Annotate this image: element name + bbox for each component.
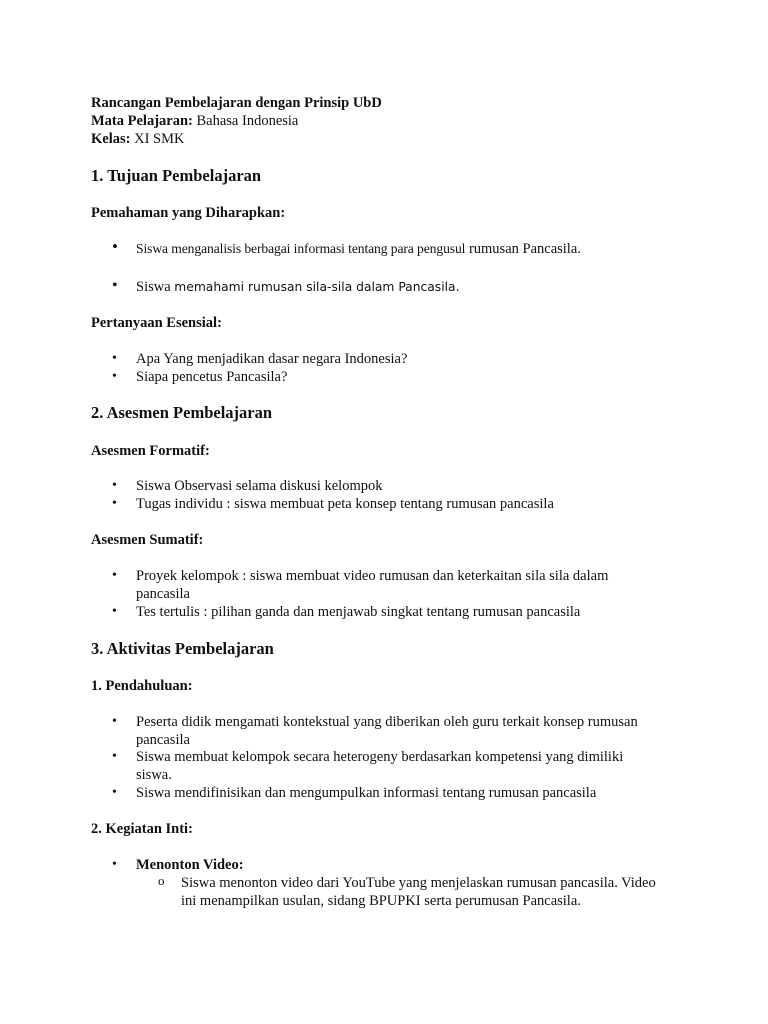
- list-item-sumatif-1-line-1: Proyek kelompok : siswa membuat video rumusan dan keterkaitan sila sila dalam: [136, 568, 609, 584]
- document-title: Rancangan Pembelajaran dengan Prinsip UbD: [91, 95, 382, 111]
- subheading-sumatif: Asesmen Sumatif:: [91, 532, 204, 548]
- list-item-pertanyaan-2: Siapa pencetus Pancasila?: [136, 369, 288, 385]
- bullet: •: [112, 714, 117, 729]
- class-value: XI SMK: [130, 131, 185, 147]
- list-item-pemahaman-2: Siswa memahami rumusan sila-sila dalam Pancasila.: [136, 279, 460, 295]
- list-item-pendahuluan-1-line-2: pancasila: [136, 732, 190, 748]
- subheading-formatif: Asesmen Formatif:: [91, 443, 210, 459]
- subheading-kegiatan-inti: 2. Kegiatan Inti:: [91, 821, 193, 837]
- list-item-pertanyaan-1: Apa Yang menjadikan dasar negara Indonesia?: [136, 351, 408, 367]
- list-item-pendahuluan-1-line-1: Peserta didik mengamati kontekstual yang diberikan oleh guru terkait konsep rumusan: [136, 714, 638, 730]
- bullet: •: [112, 604, 117, 619]
- bullet: •: [112, 496, 117, 511]
- bullet: •: [112, 478, 117, 493]
- list-item-sumatif-1-line-2: pancasila: [136, 586, 190, 602]
- list-item-pemahaman-1: Siswa menganalisis berbagai informasi tentang para pengusul rumusan Pancasila.: [136, 241, 581, 257]
- list-item-pendahuluan-2-line-2: siswa.: [136, 767, 172, 783]
- class-line: [91, 130, 184, 148]
- bullet: •: [112, 237, 118, 256]
- subject-line: [91, 112, 298, 130]
- sub-bullet-marker: o: [158, 873, 165, 888]
- list-item-pendahuluan-2-line-1: Siswa membuat kelompok secara heterogeny berdasarkan kompetensi yang dimiliki: [136, 749, 624, 765]
- subheading-pendahuluan: 1. Pendahuluan:: [91, 678, 193, 694]
- section-heading-asesmen: 2. Asesmen Pembelajaran: [91, 403, 273, 422]
- bullet: •: [112, 568, 117, 583]
- sub-item-line-1: Siswa menonton video dari YouTube yang menjelaskan rumusan pancasila. Video: [181, 875, 656, 891]
- bullet: •: [112, 749, 117, 764]
- subject-label: Mata Pelajaran:: [91, 113, 193, 129]
- bullet: •: [112, 369, 117, 384]
- list-item-sumatif-2: Tes tertulis : pilihan ganda dan menjawab singkat tentang rumusan pancasila: [136, 604, 581, 620]
- bullet: •: [112, 857, 117, 872]
- list-item-formatif-2: Tugas individu : siswa membuat peta konsep tentang rumusan pancasila: [136, 496, 554, 512]
- sub-item-line-2: ini menampilkan usulan, sidang BPUPKI serta perumusan Pancasila.: [181, 893, 581, 909]
- section-heading-aktivitas: 3. Aktivitas Pembelajaran: [91, 639, 274, 658]
- subheading-pertanyaan: Pertanyaan Esensial:: [91, 315, 222, 331]
- list-item-pendahuluan-3: Siswa mendifinisikan dan mengumpulkan informasi tentang rumusan pancasila: [136, 785, 597, 801]
- bullet: •: [112, 277, 118, 294]
- subject-value: Bahasa Indonesia: [192, 113, 299, 129]
- section-heading-tujuan: 1. Tujuan Pembelajaran: [91, 166, 262, 185]
- bullet: •: [112, 785, 117, 800]
- bullet: •: [112, 351, 117, 366]
- list-item-formatif-1: Siswa Observasi selama diskusi kelompok: [136, 478, 383, 494]
- class-label: Kelas:: [91, 131, 131, 147]
- list-item-menonton-video: Menonton Video:: [136, 857, 244, 873]
- subheading-pemahaman: Pemahaman yang Diharapkan:: [91, 205, 286, 221]
